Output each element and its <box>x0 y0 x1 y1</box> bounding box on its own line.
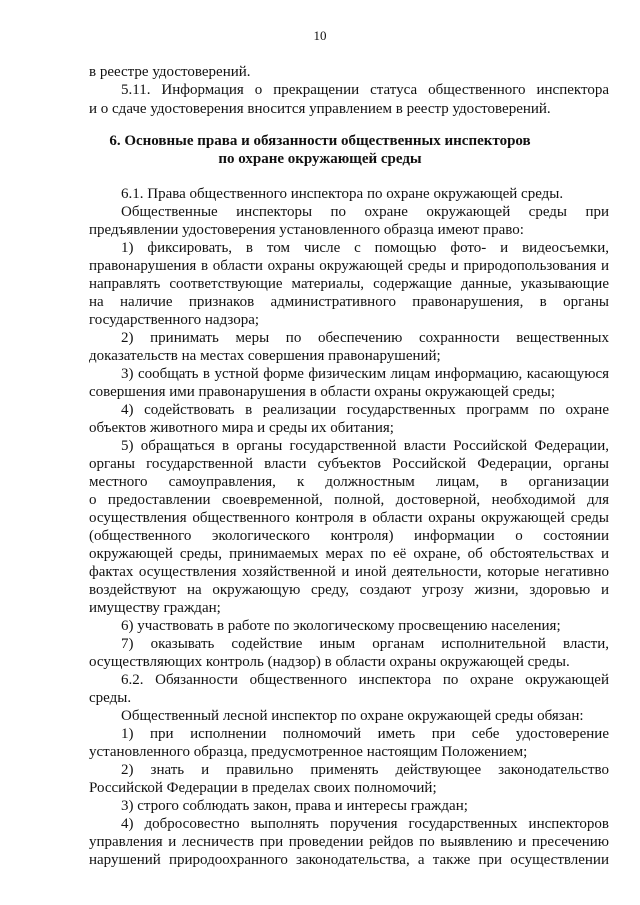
text-line: Российской Федерации в пределах своих полномочий; <box>89 780 437 796</box>
text-line: осуществления общественного контроля в области охраны окружающей среды <box>89 510 609 526</box>
text-line: и о сдаче удостоверения вносится управлением в реестр удостоверений. <box>89 101 551 117</box>
text-line: нарушений природоохранного законодательства, а также при осуществлении <box>89 852 609 868</box>
text-line: доказательств на местах совершения правонарушений; <box>89 348 441 364</box>
text-line: местного самоуправления, к должностным лицам, в организации <box>89 474 609 490</box>
text-line: о предоставлении своевременной, полной, достоверной, необходимой для <box>89 492 609 508</box>
text-line: на наличие признаков административного правонарушения, в органы <box>89 294 609 310</box>
text-line: направлять соответствующие материалы, содержащие данные, указывающие <box>89 276 609 292</box>
text-line: 3) строго соблюдать закон, права и интересы граждан; <box>121 798 468 814</box>
text-line: установленного образца, предусмотренное настоящим Положением; <box>89 744 528 760</box>
text-line: 5) обращаться в органы государственной власти Российской Федерации, <box>121 438 609 454</box>
text-line: 4) добросовестно выполнять поручения государственных инспекторов <box>121 816 609 832</box>
text-line: воздействуют на окружающую среду, создают угрозу жизни, здоровью и <box>89 582 609 598</box>
text-line: объектов животного мира и среды их обитания; <box>89 420 394 436</box>
text-line: правонарушения в области охраны окружающей среды и природопользования и <box>89 258 609 274</box>
text-line: Общественные инспекторы по охране окружающей среды при <box>121 204 609 220</box>
text-line: среды. <box>89 690 132 706</box>
text-line: имуществу граждан; <box>89 600 221 616</box>
section-heading-line-2: по охране окружающей среды <box>218 151 422 167</box>
text-line: предъявлении удостоверения установленного образца имеют право: <box>89 222 524 238</box>
text-line: 6.1. Права общественного инспектора по охране окружающей среды. <box>121 186 564 202</box>
text-line: 4) содействовать в реализации государственных программ по охране <box>121 402 609 418</box>
text-line: 6.2. Обязанности общественного инспектора по охране окружающей <box>121 672 609 688</box>
text-line: фактах осуществления хозяйственной и иной деятельности, которые негативно <box>89 564 609 580</box>
text-line: 5.11. Информация о прекращении статуса общественного инспектора <box>121 82 609 98</box>
text-line: управления и лесничеств при проведении рейдов по выявлению и пресечению <box>89 834 609 850</box>
text-line: 2) принимать меры по обеспечению сохранности вещественных <box>121 330 609 346</box>
text-line: 1) при исполнении полномочий иметь при себе удостоверение <box>121 726 609 742</box>
text-line: 7) оказывать содействие иным органам исполнительной власти, <box>121 636 609 652</box>
text-line: окружающей среды, принимаемых мерах по её охране, об обстоятельствах и <box>89 546 609 562</box>
text-line: 3) сообщать в устной форме физическим лицам информацию, касающуюся <box>121 366 609 382</box>
text-line: 1) фиксировать, в том числе с помощью фото- и видеосъемки, <box>121 240 609 256</box>
text-line: (общественного экологического контроля) информации о состоянии <box>89 528 609 544</box>
text-line: 2) знать и правильно применять действующее законодательство <box>121 762 609 778</box>
text-line: 6) участвовать в работе по экологическому просвещению населения; <box>121 618 561 634</box>
text-line: государственного надзора; <box>89 312 260 328</box>
text-line: органы государственной власти субъектов Российской Федерации, органы <box>89 456 609 472</box>
section-heading-line-1: 6. Основные права и обязанности общественных инспекторов <box>109 133 531 149</box>
text-line: в реестре удостоверений. <box>89 64 251 80</box>
page-number: 10 <box>313 28 327 43</box>
text-line: совершения ими правонарушения в области охраны окружающей среды; <box>89 384 556 400</box>
text-line: осуществляющих контроль (надзор) в области охраны окружающей среды. <box>89 654 570 670</box>
text-line: Общественный лесной инспектор по охране окружающей среды обязан: <box>121 708 584 724</box>
